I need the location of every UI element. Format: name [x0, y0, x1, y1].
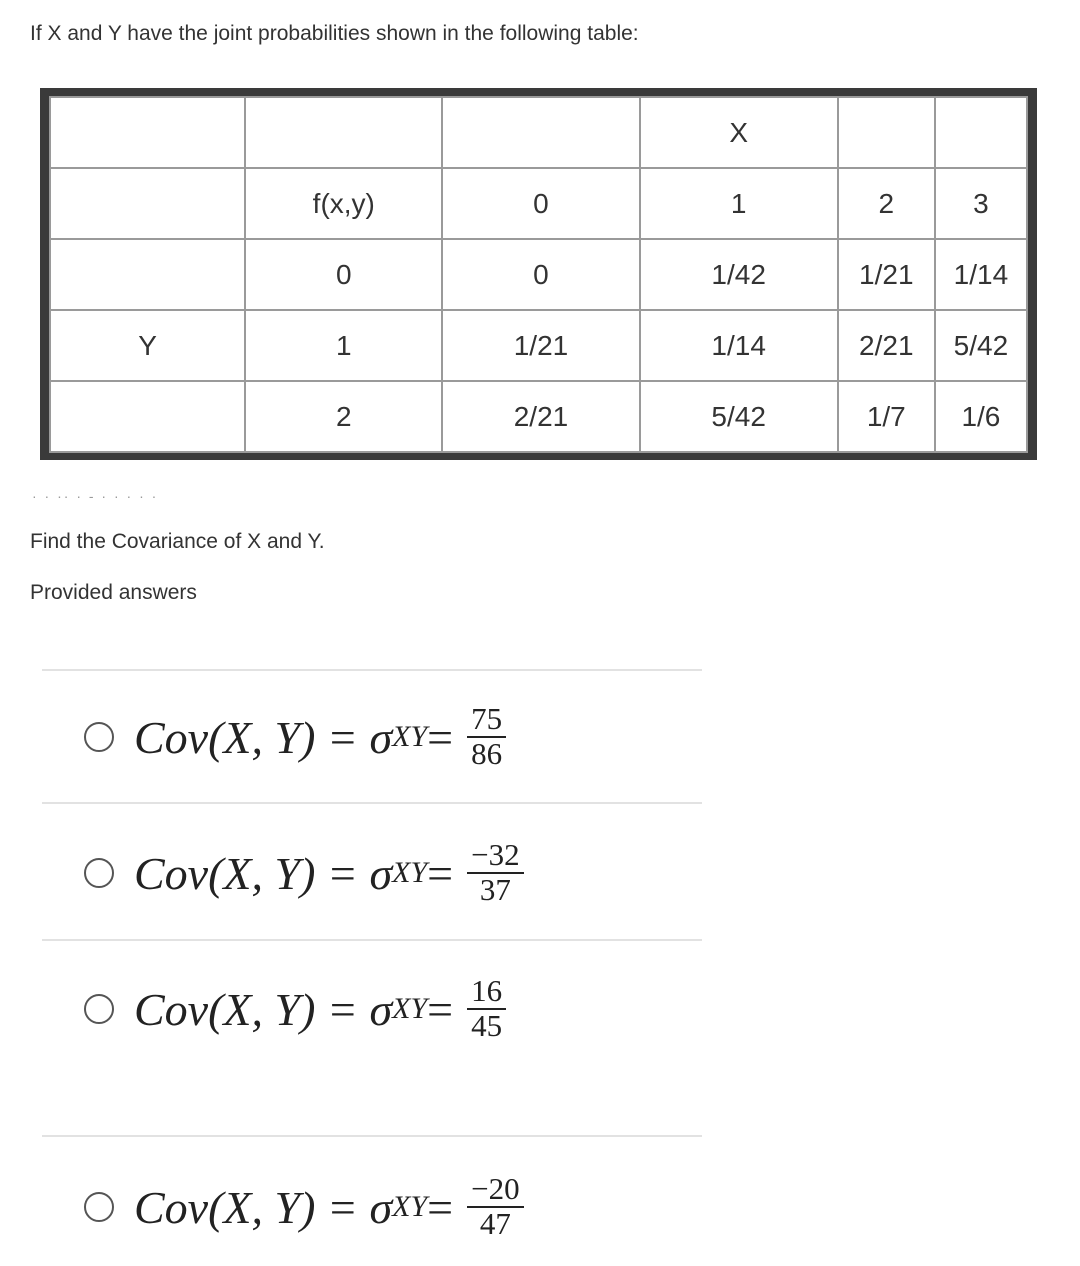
- probability-cell: 1/14: [935, 239, 1027, 310]
- answer-formula: Cov(X, Y) = σ XY = $\frac{16}{45}$: [134, 975, 506, 1042]
- y-axis-label: Y: [50, 310, 245, 381]
- radio-button[interactable]: [84, 994, 114, 1024]
- radio-button[interactable]: [84, 722, 114, 752]
- intro-text: If X and Y have the joint probabilities shown in the following table:: [30, 22, 639, 45]
- probability-cell: 2/21: [838, 310, 935, 381]
- answer-option-3[interactable]: [84, 964, 506, 1054]
- answer-formula: Cov(X, Y) = σ XY = $\frac{-20}{47}$: [134, 1173, 524, 1240]
- table-row: [50, 168, 1027, 239]
- x-axis-label: X: [640, 97, 838, 168]
- joint-probability-table-frame: [40, 88, 1037, 460]
- x-value: 0: [442, 168, 639, 239]
- probability-cell: 5/42: [640, 381, 838, 452]
- table-corner-label: f(x,y): [245, 168, 442, 239]
- answer-fraction: $\frac{16}{45}$: [467, 975, 506, 1042]
- cut-off-text-fragment: · · ·· · - · · · · ·: [32, 488, 159, 504]
- x-value: 2: [838, 168, 935, 239]
- table-cell: [245, 97, 442, 168]
- answer-fraction: $\frac{75}{86}$: [467, 703, 506, 770]
- answer-option-1[interactable]: [84, 692, 506, 782]
- y-value: 0: [245, 239, 442, 310]
- table-cell: [50, 381, 245, 452]
- table-row: [50, 97, 1027, 168]
- x-value: 3: [935, 168, 1027, 239]
- radio-button[interactable]: [84, 858, 114, 888]
- table-row: [50, 239, 1027, 310]
- probability-cell: 1/14: [640, 310, 838, 381]
- x-value: 1: [640, 168, 838, 239]
- table-cell: [442, 97, 639, 168]
- divider: [42, 669, 702, 671]
- divider: [42, 1135, 702, 1137]
- answer-option-4[interactable]: [84, 1162, 524, 1252]
- joint-probability-table: [49, 96, 1028, 453]
- probability-cell: 1/21: [838, 239, 935, 310]
- probability-cell: 0: [442, 239, 639, 310]
- probability-cell: 5/42: [935, 310, 1027, 381]
- answer-formula: Cov(X, Y) = σ XY = $\frac{-32}{37}$: [134, 839, 524, 906]
- table-cell: [50, 168, 245, 239]
- answer-formula: Cov(X, Y) = σ XY = $\frac{75}{86}$: [134, 703, 506, 770]
- table-row: [50, 381, 1027, 452]
- table-cell: [838, 97, 935, 168]
- y-value: 1: [245, 310, 442, 381]
- answer-fraction: $\frac{-20}{47}$: [467, 1173, 523, 1240]
- probability-cell: 1/6: [935, 381, 1027, 452]
- answer-fraction: $\frac{-32}{37}$: [467, 839, 523, 906]
- table-row: [50, 310, 1027, 381]
- divider: [42, 802, 702, 804]
- provided-answers-label: Provided answers: [30, 581, 197, 604]
- radio-button[interactable]: [84, 1192, 114, 1222]
- probability-cell: 1/42: [640, 239, 838, 310]
- table-cell: [50, 97, 245, 168]
- y-value: 2: [245, 381, 442, 452]
- question-text: Find the Covariance of X and Y.: [30, 530, 325, 553]
- probability-cell: 2/21: [442, 381, 639, 452]
- answer-option-2[interactable]: [84, 828, 524, 918]
- probability-cell: 1/7: [838, 381, 935, 452]
- probability-cell: 1/21: [442, 310, 639, 381]
- table-cell: [935, 97, 1027, 168]
- table-cell: [50, 239, 245, 310]
- divider: [42, 939, 702, 941]
